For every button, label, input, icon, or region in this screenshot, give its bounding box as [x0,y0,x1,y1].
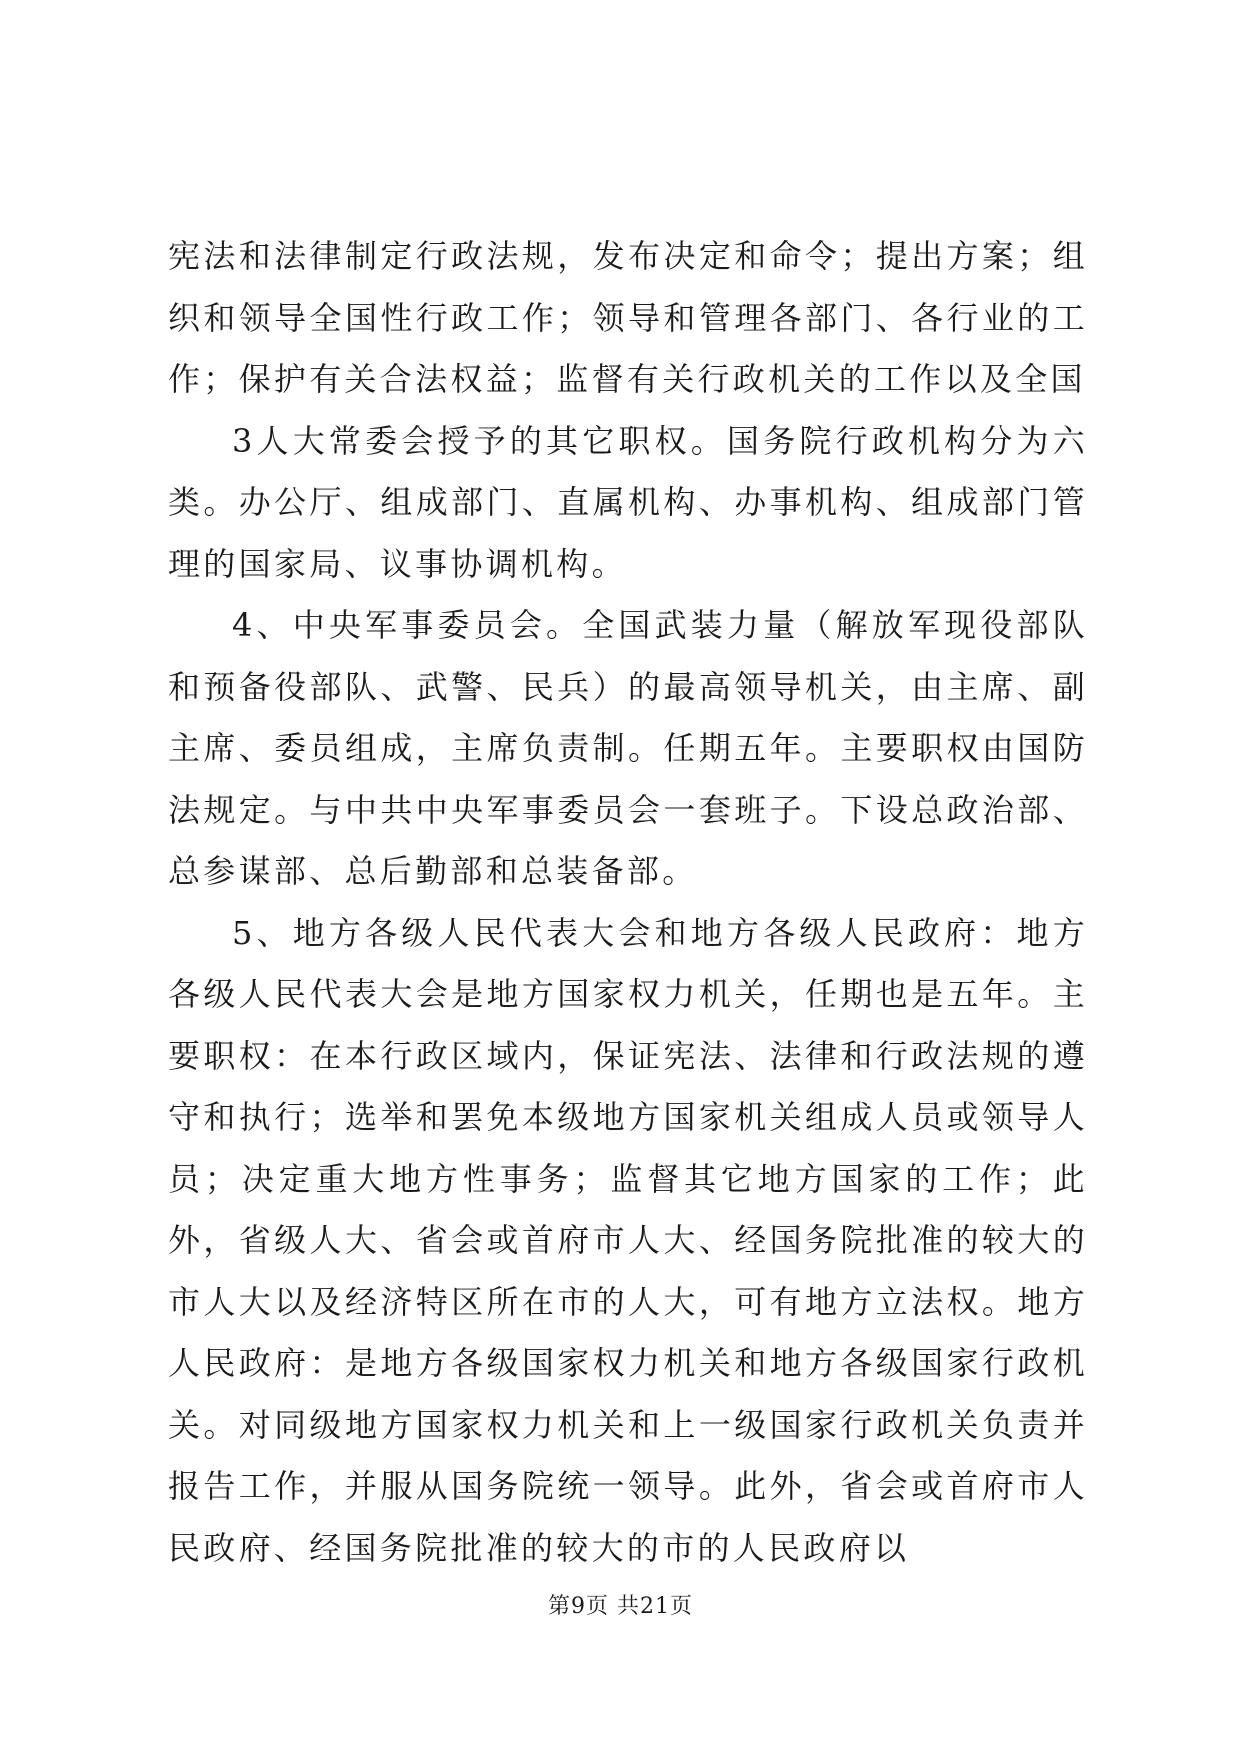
page-number-footer: 第9页 共21页 [548,1594,693,1619]
document-body [168,226,1088,1579]
paragraph-1: 宪法和法律制定行政法规，发布决定和命令；提出方案；组织和领导全国性行政工作；领导和管理各部门、各行业的工作；保护有关合法权益；监督有关行政机关的工作以及全国 [168,237,1088,398]
paragraph-4: 5、地方各级人民代表大会和地方各级人民政府：地方各级人民代表大会是地方国家权力机关，任期也是五年。主要职权：在本行政区域内，保证宪法、法律和行政法规的遵守和执行；选举和罢免本级地方国家机关组成人员或领导人员；决定重大地方性事务；监督其它地方国家的工作；此外，省级人大、省会或首府市人大、经国务院批准的较大的市人大以及经济特区所在市的人大，可有地方立法权。地方人民政府：是地方各级国家权力机关和地方各级国家行政机关。对同级地方国家权力机关和上一级国家行政机关负责并报告工作，并服从国务院统一领导。此外，省会或首府市人民政府、经国务院批准的较大的市的人民政府以 [168,913,1088,1567]
paragraph-3: 4、中央军事委员会。全国武装力量（解放军现役部队和预备役部队、武警、民兵）的最高领导机关，由主席、副主席、委员组成，主席负责制。任期五年。主要职权由国防法规定。与中共中央军事委员会一套班子。下设总政治部、总参谋部、总后勤部和总装备部。 [168,606,1088,890]
paragraph-2: 3人大常委会授予的其它职权。国务院行政机构分为六类。办公厅、组成部门、直属机构、办事机构、组成部门管理的国家局、议事协调机构。 [168,421,1088,583]
